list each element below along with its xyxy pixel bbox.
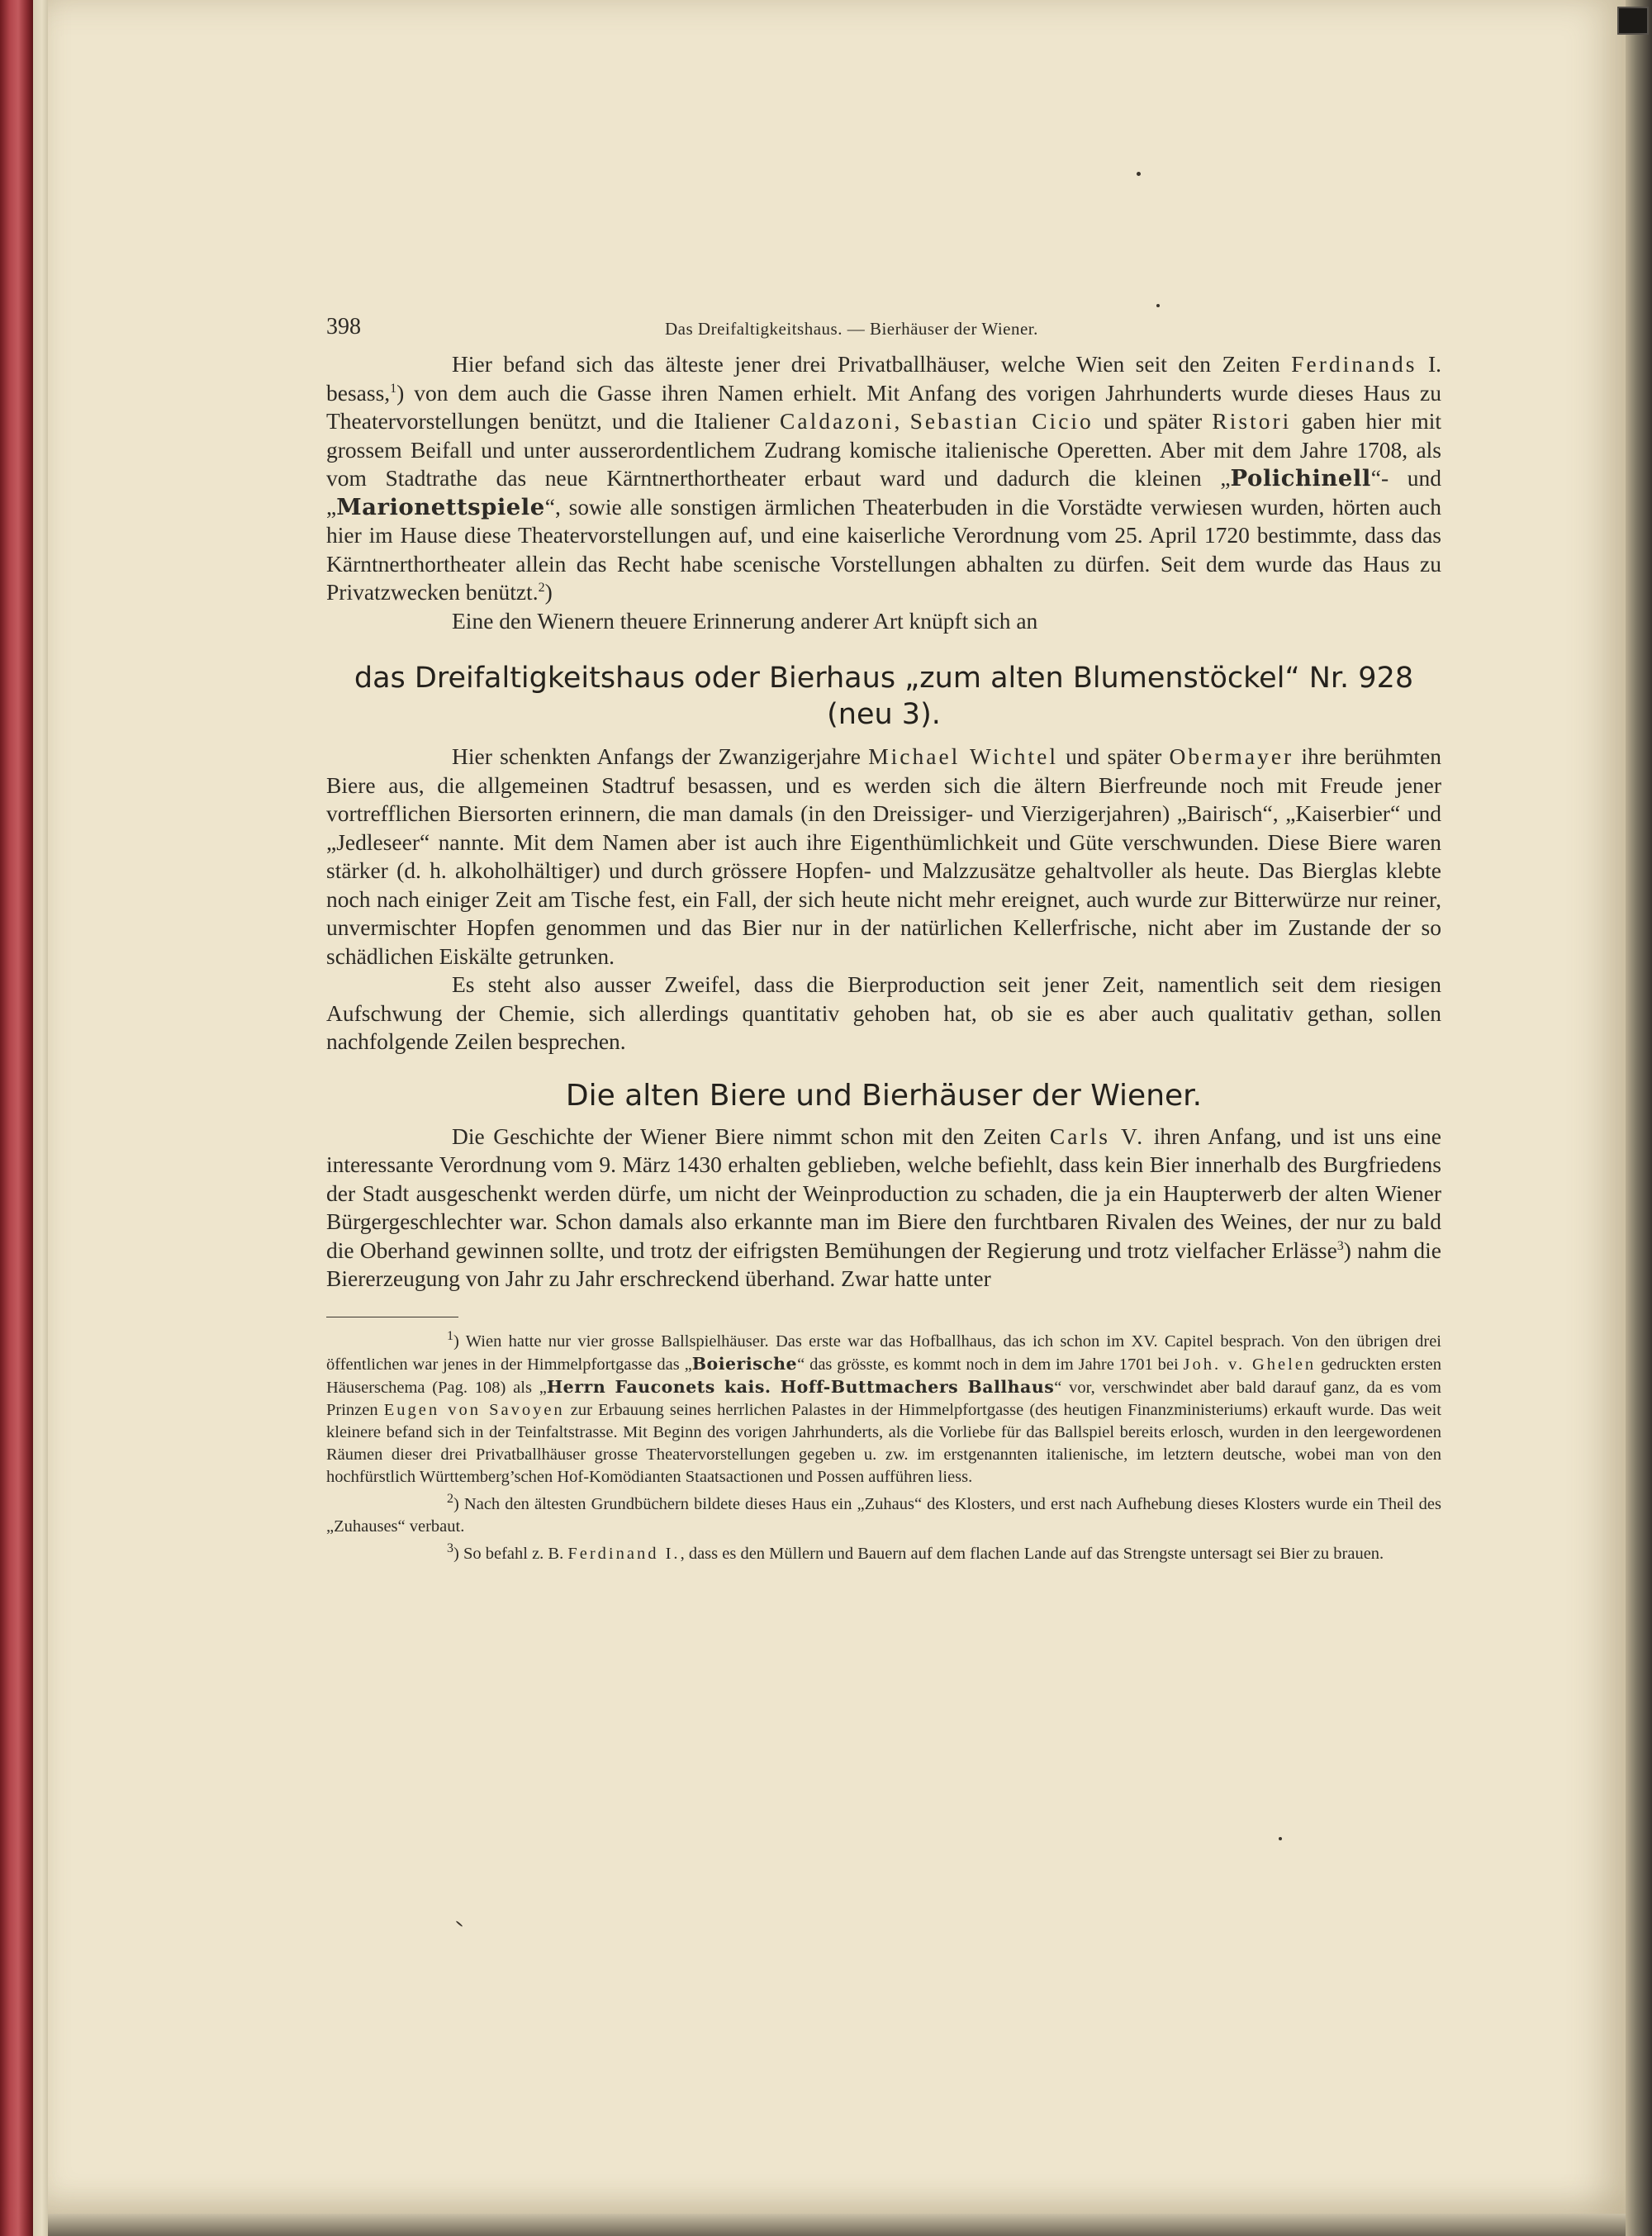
text-span: ihre berühmten Biere aus, die allgemeinen Stadtruf besassen, und es werden sich die ältern Bierfreunde noch mit Freude jener vortrefflichen Biersorten erinnern, die man damals (in den Dreissiger- und Vierzigerjahren) „Bairisch“, „Kaiserbier“ und „Jedleseer“ nannte. Mit dem Namen aber ist auch ihre Eigenthümlichkeit und Güte verschwunden. Diese Biere waren stärker (d. h. alkoholhältiger) und durch grössere Hopfen- und Malzzusätze gehaltvoller als heute. Das Bierglas klebte noch nach einiger Zeit am Tische fest, ein Fall, der sich heute nicht mehr ereignet, auch wurde zur Bitterwürze nur reiner, unvermischter Hopfen genommen und das Bier nur in der natürlichen Kellerfrische, nicht aber im Zustande der so schädlichen Eiskälte getrunken. (326, 743, 1441, 969)
blackletter-polichinell: Polichinell (1230, 465, 1371, 491)
text-span: Hier schenkten Anfangs der Zwanzigerjahre (452, 743, 869, 769)
text-span: ) von dem auch die Gasse ihren Namen erhielt. Mit Anfang des vorigen Jahrhunderts wurde dieses Haus zu Theatervorstellungen benützt, und die Italiener (326, 379, 1441, 434)
heading-line: das Dreifaltigkeitshaus oder Bierhaus „zum alten Blumenstöckel“ Nr. 928 (354, 662, 1414, 695)
text-span: “- und „ (326, 465, 1441, 520)
page-right-edge (1626, 0, 1652, 2236)
name-ghelen: Joh. v. Ghelen (1183, 1355, 1317, 1374)
blackletter-fauconets-ballhaus: Herrn Fauconets kais. Hoff-Buttmachers Ballhaus (546, 1376, 1055, 1397)
text-span: zur Erbauung seines herrlichen Palastes in der Himmelpfortgasse (des heutigen Finanzministeriums) erkauft wurde. Das weit kleinere befand sich in der Teinfaltstrasse. Mit Beginn des vorigen Jahrhunderts, als die Vorliebe für das Ballspiel bereits erlosch, wurden in den leergewordenen Räumen dieser drei Privatballhäuser grosse Theatervorstellungen gegeben u. zw. im erstgenannten italienische, im letztern deutsche, wobei man von den hochfürstlich Württemberg’schen Hof-Komödianten Staatsactionen und Possen aufführen liess. (326, 1400, 1441, 1486)
text-span: ) (544, 579, 553, 605)
footnote-mark: 3 (447, 1541, 453, 1555)
text-span: und später (1093, 408, 1213, 434)
footnote-mark: 2 (447, 1491, 453, 1506)
name-ristori: Ristori (1212, 408, 1292, 434)
text-span: ihren Anfang, und ist uns eine interessante Verordnung vom 9. März 1430 erhalten geblieben, welche befiehlt, dass kein Bier innerhalb des Burgfriedens der Stadt ausgeschenkt werden dürfe, um nicht der Weinproduction zu schaden, die ja ein Haupterwerb der alten Wiener Bürgergeschlechter war. Schon damals also erkannte man im Biere den furchtbaren Rivalen des Weines, der nur zu bald die Oberhand gewinnen sollte, und trotz der eifrigsten Bemühungen der Regierung und trotz vielfacher Erlässe (326, 1123, 1441, 1263)
name-carls: Carls V. (1049, 1123, 1146, 1149)
name-obermayer: Obermayer (1169, 743, 1294, 769)
name-eugen-savoyen: Eugen von Savoyen (383, 1400, 565, 1419)
page-number: 398 (326, 314, 361, 339)
paper-speck (456, 1920, 463, 1927)
text-span: gedruckten ersten Häuserschema (Pag. 108) als „ (326, 1355, 1441, 1397)
text-span: “ das grösste, es kommt noch in dem im Jahre 1701 bei (797, 1355, 1184, 1374)
name-wichtel: Michael Wichtel (868, 743, 1058, 769)
text-span: Die Geschichte der Wiener Biere nimmt schon mit den Zeiten (452, 1123, 1050, 1149)
name-ferdinand: Ferdinand I. (567, 1544, 681, 1563)
text-span: und später (1057, 743, 1170, 769)
text-span: Hier befand sich das älteste jener drei Privatballhäuser, welche Wien seit den Zeiten (452, 351, 1280, 377)
paper-speck (1137, 172, 1141, 176)
text-span: ) So befahl z. B. (453, 1544, 568, 1563)
text-span: gaben hier mit grossem Beifall und unter ausserordentlichem Zudrang komische italienische Operetten. Aber mit dem Jahre 1708, als vom Stadtrathe das neue Kärntnerthortheater erbaut ward und dadurch die kleinen „ (326, 408, 1441, 491)
blackletter-marionettspiele: Marionettspiele (336, 493, 545, 520)
section-heading-dreifaltigkeitshaus (326, 660, 1441, 733)
footnote-3 (326, 1543, 1441, 1565)
name-ferdinands: Ferdinands (1291, 351, 1417, 377)
text-span: “, sowie alle sonstigen ärmlichen Theaterbuden in die Vorstädte verwiesen wurden, hörten auch hier im Hause diese Theatervorstellungen auf, und eine kaiserliche Verordnung vom 25. April 1720 bestimmte, dass das Kärntnerthortheater allein das Recht habe scenische Vorstellungen abhalten zu dürfen. Seit dem wurde das Haus zu Privatzwecken benützt. (326, 493, 1441, 605)
page-gutter (33, 0, 48, 2236)
name-cicio: Sebastian Cicio (909, 408, 1094, 434)
blackletter-boierische: Boierische (691, 1353, 798, 1374)
name-caldazoni: Caldazoni (780, 408, 895, 434)
section1-paragraph-2: Es steht also ausser Zweifel, dass die Bierproduction seit jener Zeit, namentlich seit dem riesigen Aufschwung der Chemie, sich allerdings quantitativ gehoben hat, ob sie es aber auch qualitativ gethan, sollen nachfolgende Zeilen besprechen. (326, 971, 1441, 1054)
text-span: “ vor, verschwindet aber bald darauf ganz, da es vom Prinzen (326, 1378, 1441, 1419)
heading-line: (neu 3). (827, 698, 941, 731)
intro-paragraph (326, 350, 1441, 607)
footnote-1 (326, 1328, 1441, 1488)
text-span: ) Wien hatte nur vier grosse Ballspielhäuser. Das erste war das Hofballhaus, das ich schon im XV. Capitel besprach. Von den übrigen drei öffentlichen war jenes in der Himmelpfortgasse das „ (326, 1332, 1441, 1374)
running-title: Das Dreifaltigkeitshaus. — Bierhäuser der Wiener. (665, 319, 1038, 339)
section1-paragraph-1 (326, 743, 1441, 971)
footnote-ref-3: 3 (1336, 1238, 1344, 1253)
page-content (326, 314, 1441, 1570)
transition-paragraph: Eine den Wienern theuere Erinnerung anderer Art knüpft sich an (452, 607, 1038, 634)
text-span: ) Nach den ältesten Grundbüchern bildete dieses Haus ein „Zuhaus“ des Klosters, und erst nach Aufhebung dieses Klosters wurde ein Theil des „Zuhauses“ verbaut. (326, 1494, 1441, 1536)
section-heading-alte-biere: Die alten Biere und Bierhäuser der Wiener. (565, 1078, 1203, 1113)
text-span: I. besass, (326, 351, 1441, 406)
text-span: ) nahm die Biererzeugung von Jahr zu Jahr erschreckend überhand. Zwar hatte unter (326, 1237, 1441, 1291)
paper-speck (1279, 1837, 1282, 1840)
section2-paragraph-1 (326, 1123, 1441, 1294)
footnote-ref-2: 2 (538, 580, 545, 595)
footnote-2 (326, 1493, 1441, 1538)
footnote-mark: 1 (447, 1328, 453, 1343)
footnote-ref-1: 1 (390, 381, 397, 396)
running-head (326, 314, 1441, 350)
book-spine-binding (0, 0, 33, 2236)
scan-calibration-mark (1617, 7, 1649, 35)
text-span: , dass es den Müllern und Bauern auf dem flachen Lande auf das Strengste untersagt sei Bier zu brauen. (680, 1544, 1384, 1563)
page-bottom-edge (48, 2214, 1626, 2236)
paper-speck (1156, 304, 1160, 307)
text-span: , (894, 408, 910, 434)
